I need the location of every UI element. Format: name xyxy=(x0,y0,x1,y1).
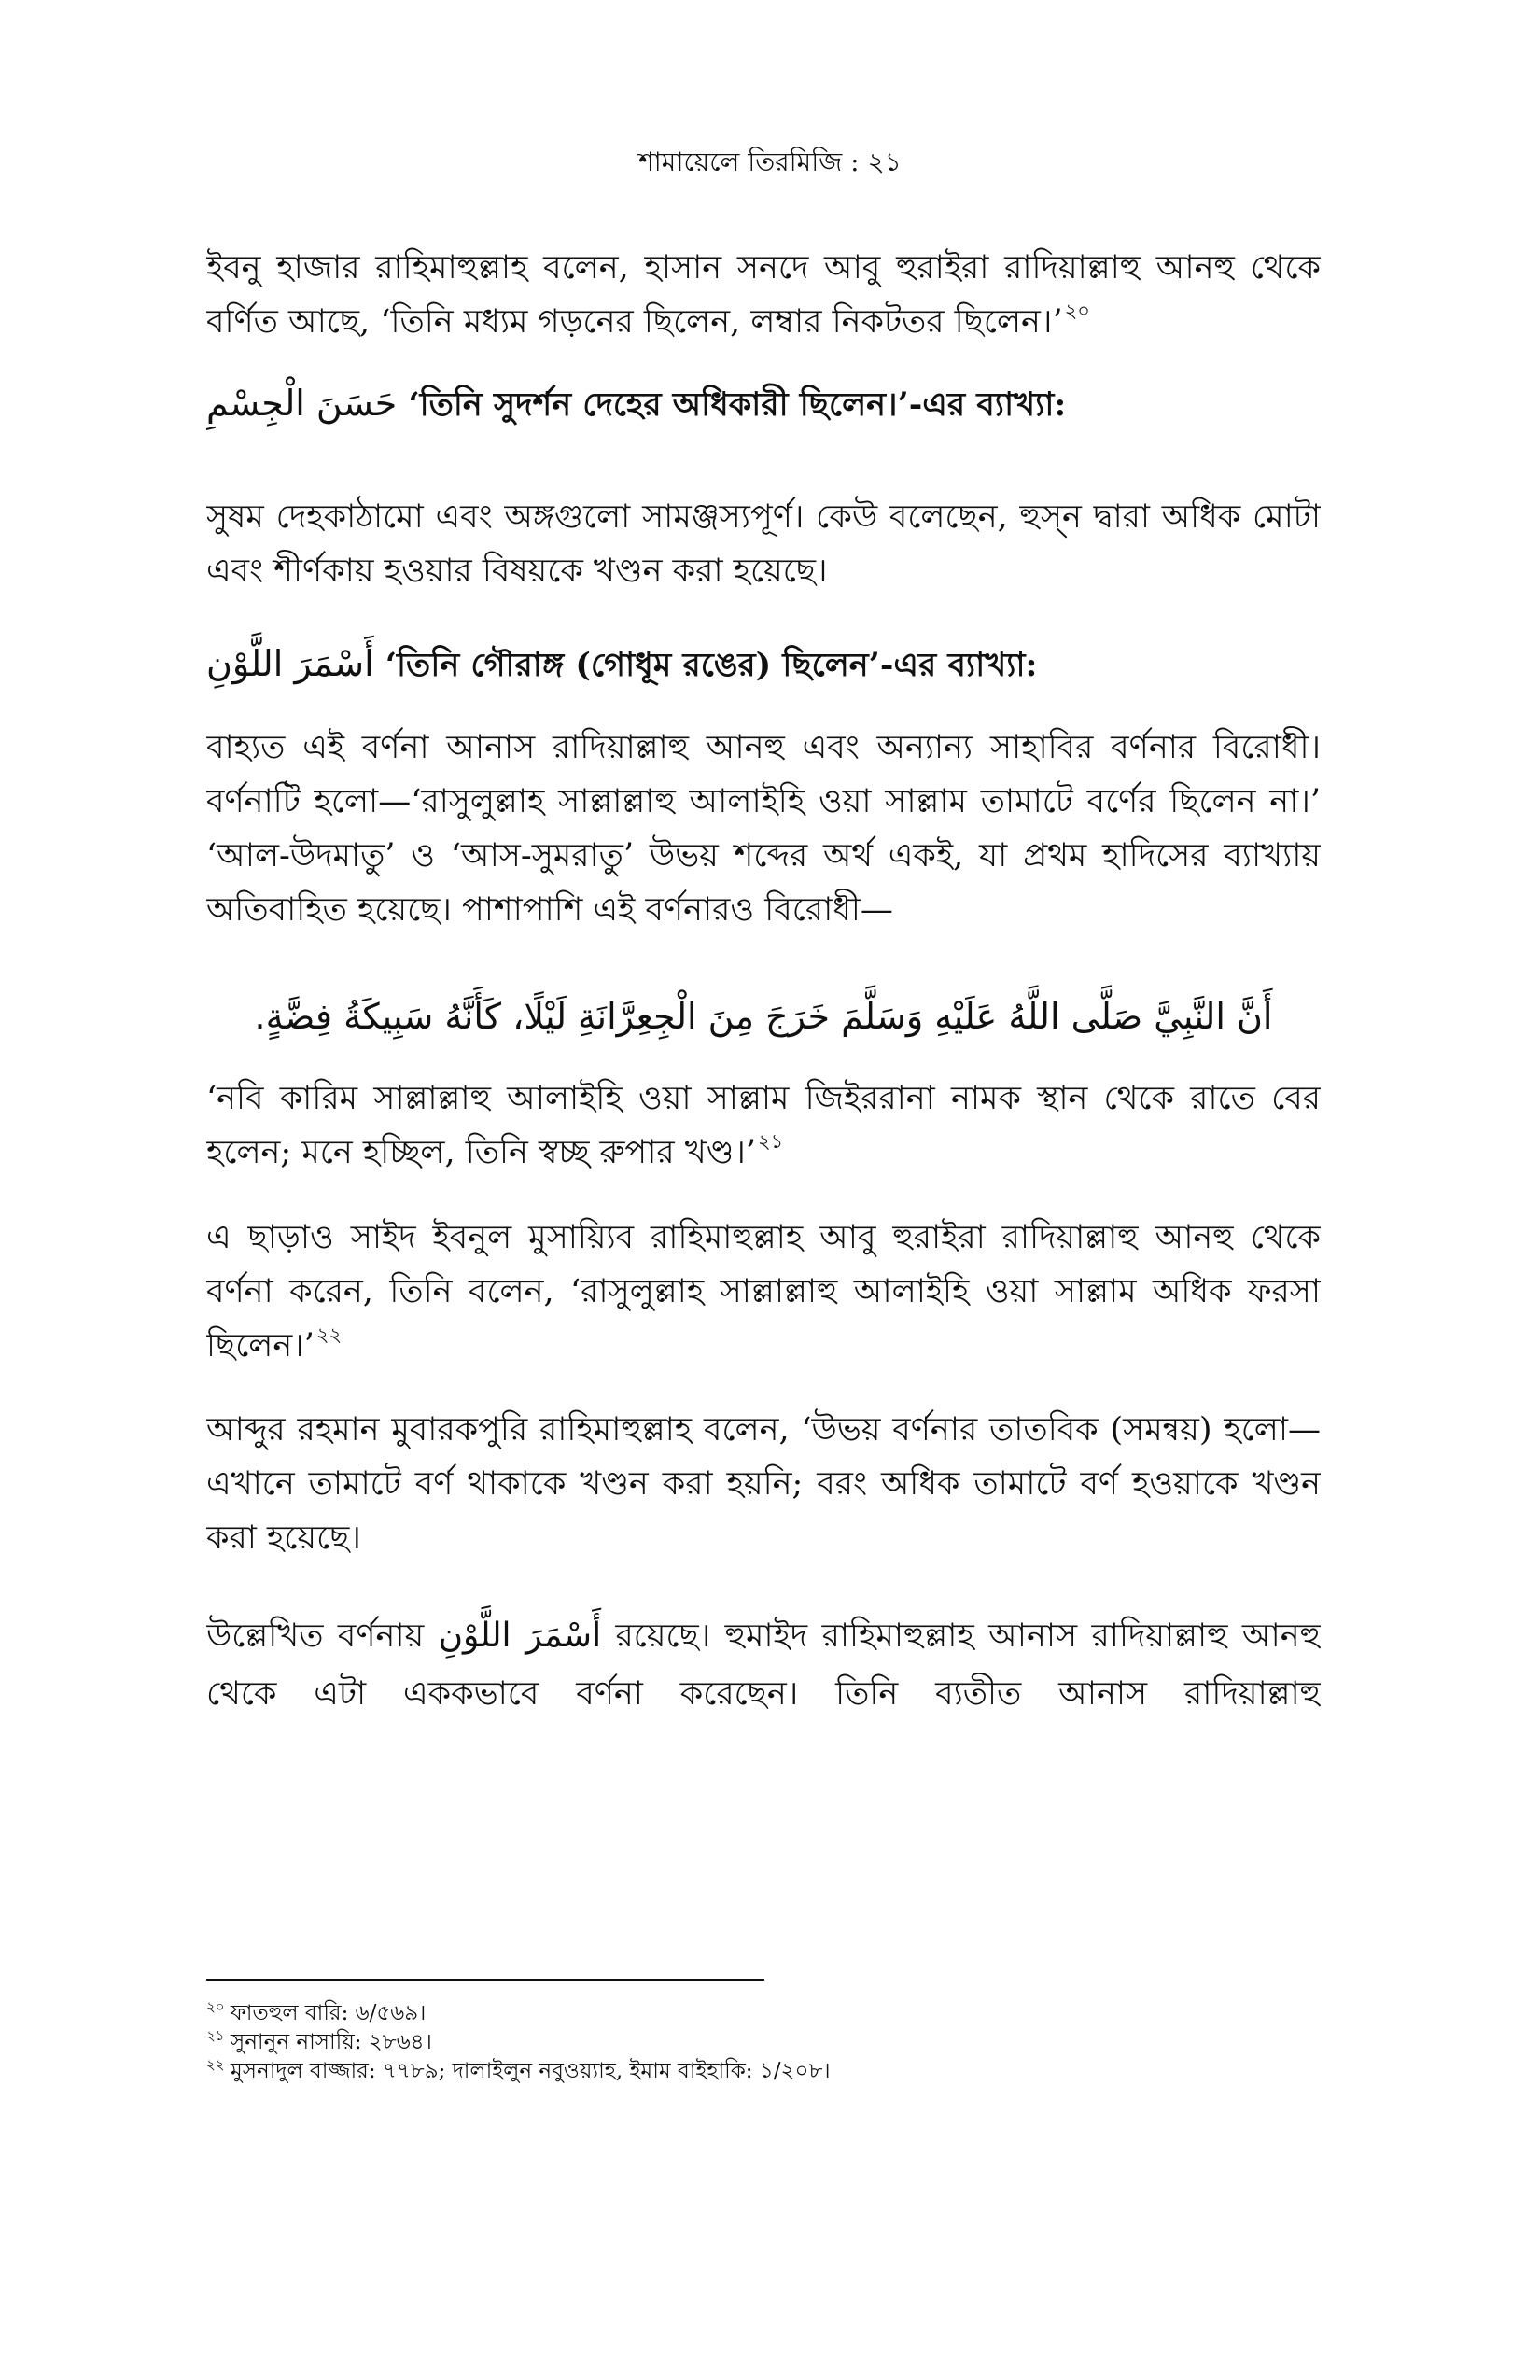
section-heading-2 xyxy=(206,637,1321,693)
footnote-ref-21: ২১ xyxy=(758,1130,784,1154)
paragraph-4-text: ‘নবি কারিম সাল্লাল্লাহু আলাইহি ওয়া সাল্লাম জিইররানা নামক স্থান থেকে রাতে বের হলেন; মনে হচ্ছিল, তিনি স্বচ্ছ রুপার খণ্ড।’ xyxy=(206,1080,1321,1171)
section-heading-1-arabic: حَسَنَ الْجِسْمِ xyxy=(206,383,398,424)
paragraph-6 xyxy=(206,1403,1321,1565)
paragraph-6-text: আব্দুর রহমান মুবারকপুরি রাহিমাহুল্লাহ বলেন, ‘উভয় বর্ণনার তাতবিক (সমন্বয়) হলো—এখানে তামাটে বর্ণ থাকাকে খণ্ডন করা হয়নি; বরং অধিক তামাটে বর্ণ হওয়াকে খণ্ডন করা হয়েছে। xyxy=(206,1411,1321,1557)
section-heading-2-text: ‘তিনি গৌরাঙ্গ (গোধূম রঙের) ছিলেন’-এর ব্যাখ্যা: xyxy=(385,646,1038,684)
paragraph-3-text: বাহ্যত এই বর্ণনা আনাস রাদিয়াল্লাহু আনহু এবং অন্যান্য সাহাবির বর্ণনার বিরোধী। বর্ণনাটি হলো—‘রাসুলুল্লাহ সাল্লাল্লাহু আলাইহি ওয়া সাল্লাম তামাটে বর্ণের ছিলেন না।’ ‘আল-উদমাতু’ ও ‘আস-সুমরাতু’ উভয় শব্দের অর্থ একই, যা প্রথম হাদিসের ব্যাখ্যায় অতিবাহিত হয়েছে। পাশাপাশি এই বর্ণনারও বিরোধী— xyxy=(206,729,1321,929)
footnote-21: ২১ সুনানুন নাসায়ি: ২৮৬৪। xyxy=(206,2027,432,2054)
footnote-text: ফাতহুল বারি: ৬/৫৬৯। xyxy=(231,2001,427,2025)
paragraph-2-text: সুষম দেহকাঠামো এবং অঙ্গগুলো সামঞ্জস্যপূর্ণ। কেউ বলেছেন, হুস্‌ন দ্বারা অধিক মোটা এবং শীর্ণকায় হওয়ার বিষয়কে খণ্ডন করা হয়েছে। xyxy=(206,498,1321,590)
section-heading-1 xyxy=(206,376,1321,432)
paragraph-7-arabic: أَسْمَرَ اللَّوْنِ xyxy=(438,1617,602,1655)
paragraph-1 xyxy=(206,241,1321,349)
footnote-ref-22: ২২ xyxy=(315,1323,343,1347)
section-heading-1-text: ‘তিনি সুদর্শন দেহের অধিকারী ছিলেন।’-এর ব্যাখ্যা: xyxy=(408,385,1067,424)
paragraph-7-text-after: রয়েছে। হুমাইদ রাহিমাহুল্লাহ আনাস রাদিয়াল্লাহু আনহু থেকে এটা এককভাবে বর্ণনা করেছেন। তিনি ব্যতীত আনাস রাদিয়াল্লাহু xyxy=(206,1617,1321,1713)
footnote-ref-20: ২০ xyxy=(1064,300,1090,323)
paragraph-4 xyxy=(206,1071,1321,1180)
footnote-20: ২০ ফাতহুল বারি: ৬/৫৬৯। xyxy=(206,1998,427,2025)
paragraph-5-text: এ ছাড়াও সাইদ ইবনুল মুসায়্যিব রাহিমাহুল্লাহ আবু হুরাইরা রাদিয়াল্লাহু আনহু থেকে বর্ণনা করেন, তিনি বলেন, ‘রাসুলুল্লাহ সাল্লাল্লাহু আলাইহি ওয়া সাল্লাম অধিক ফরসা ছিলেন।’ xyxy=(206,1219,1321,1365)
footnotes xyxy=(206,1999,1321,2086)
running-header: শামায়েলে তিরমিজি : ২১ xyxy=(638,147,902,177)
paragraph-2 xyxy=(206,490,1321,598)
main-text xyxy=(206,241,1321,1958)
footnote-divider xyxy=(206,1979,764,1981)
paragraph-7 xyxy=(206,1607,1321,1723)
arabic-hadith-quote: أَنَّ النَّبِيَّ صَلَّى اللَّهُ عَلَيْهِ وَسَلَّمَ خَرَجَ مِنَ الْجِعِرَّانَةِ لَيْلًا، كَأَنَّهُ سَبِيكَةُ فِضَّةٍ. xyxy=(254,996,1273,1037)
paragraph-3 xyxy=(206,721,1321,937)
footnote-text: সুনানুন নাসায়ি: ২৮৬৪। xyxy=(231,2030,432,2054)
section-heading-2-arabic: أَسْمَرَ اللَّوْنِ xyxy=(206,643,374,684)
paragraph-5 xyxy=(206,1211,1321,1373)
paragraph-7-text-before: উল্লেখিত বর্ণনায় xyxy=(206,1617,439,1655)
paragraph-1-text: ইবনু হাজার রাহিমাহুল্লাহ বলেন, হাসান সনদে আবু হুরাইরা রাদিয়াল্লাহু আনহু থেকে বর্ণিত আছে, ‘তিনি মধ্যম গড়নের ছিলেন, লম্বার নিকটতর ছিলেন।’ xyxy=(206,249,1321,341)
footnote-text: মুসনাদুল বাজ্জার: ৭৭৮৯; দালাইলুন নবুওয়্যাহ, ইমাম বাইহাকি: ১/২০৮। xyxy=(231,2059,831,2083)
footnote-22: ২২ মুসনাদুল বাজ্জার: ৭৭৮৯; দালাইলুন নবুওয়্যাহ, ইমাম বাইহাকি: ১/২০৮। xyxy=(206,2056,831,2083)
